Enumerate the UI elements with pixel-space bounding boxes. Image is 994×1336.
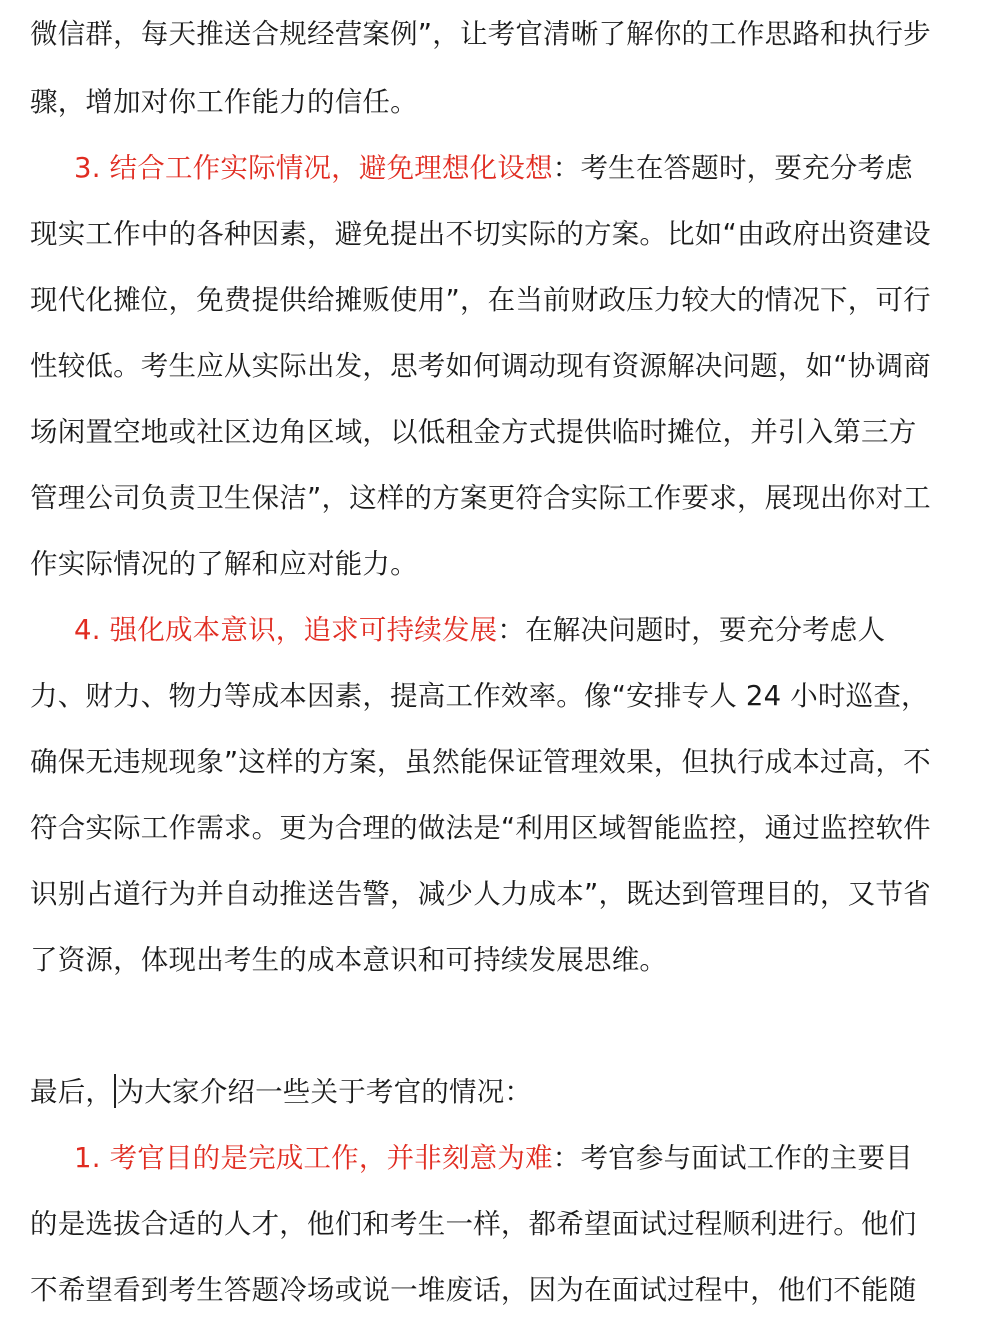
text-line: 微信群，每天推送合规经营案例”，让考官清晰了解你的工作思路和执行步 — [30, 18, 931, 50]
section-intro-line[interactable] — [30, 1072, 960, 1112]
text-line: 现实工作中的各种因素，避免提出不切实际的方案。比如“由政府出资建设 — [30, 218, 931, 250]
text-line: 作实际情况的了解和应对能力。 — [30, 548, 418, 580]
point-text: ：在解决问题时，要充分考虑人 — [497, 614, 886, 646]
point-heading: 1. 考官目的是完成工作，并非刻意为难 — [74, 1142, 553, 1174]
text-line: 现代化摊位，免费提供给摊贩使用”，在当前财政压力较大的情况下，可行 — [30, 284, 931, 316]
text-line: 识别占道行为并自动推送告警，减少人力成本”，既达到管理目的，又节省 — [30, 878, 931, 910]
text-line: 确保无违规现象”这样的方案，虽然能保证管理效果，但执行成本过高，不 — [30, 746, 931, 778]
numbered-point-4 — [74, 610, 964, 650]
text-line: 力、财力、物力等成本因素，提高工作效率。像“安排专人 24 小时巡查， — [30, 680, 929, 712]
text-line: 骤，增加对你工作能力的信任。 — [30, 86, 418, 118]
text-line: 不希望看到考生答题冷场或说一堆废话，因为在面试过程中，他们不能随 — [30, 1274, 917, 1306]
text-line: 的是选拔合适的人才，他们和考生一样，都希望面试过程顺利进行。他们 — [30, 1208, 917, 1240]
text-line: 管理公司负责卫生保洁”，这样的方案更符合实际工作要求，展现出你对工 — [30, 482, 931, 514]
intro-text-before: 最后， — [30, 1076, 114, 1108]
text-line: 了资源，体现出考生的成本意识和可持续发展思维。 — [30, 944, 668, 976]
point-heading: 4. 强化成本意识，追求可持续发展 — [74, 614, 498, 646]
text-cursor — [114, 1074, 116, 1108]
text-line: 性较低。考生应从实际出发，思考如何调动现有资源解决问题，如“协调商 — [30, 350, 931, 382]
point-text: ：考生在答题时，要充分考虑 — [552, 152, 913, 184]
numbered-point-3 — [74, 148, 964, 188]
point-heading: 3. 结合工作实际情况，避免理想化设想 — [74, 152, 553, 184]
numbered-point-1 — [74, 1138, 964, 1178]
intro-text-after: 为大家介绍一些关于考官的情况： — [116, 1076, 533, 1108]
text-line: 场闲置空地或社区边角区域，以低租金方式提供临时摊位，并引入第三方 — [30, 416, 917, 448]
point-text: ：考官参与面试工作的主要目 — [552, 1142, 913, 1174]
text-line: 符合实际工作需求。更为合理的做法是“利用区域智能监控，通过监控软件 — [30, 812, 931, 844]
